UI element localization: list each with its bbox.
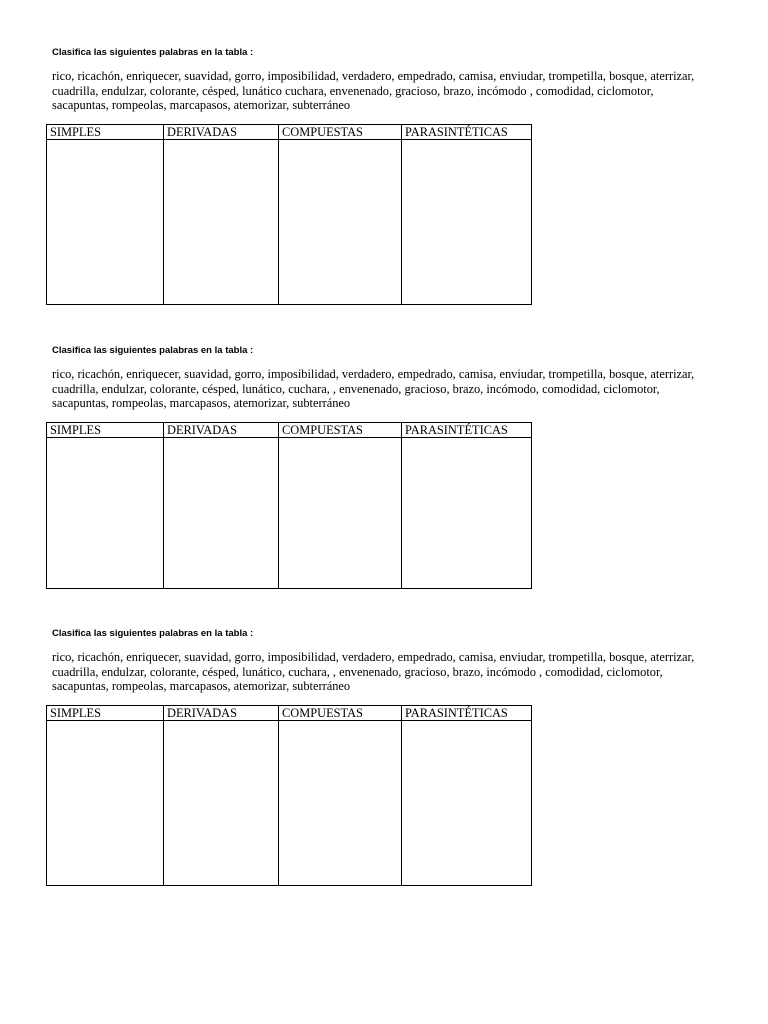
column-header-parasinteticas: PARASINTÉTICAS <box>402 706 532 721</box>
table-answer-row <box>47 140 532 305</box>
table-header-row <box>47 423 532 438</box>
column-header-simples: SIMPLES <box>47 706 164 721</box>
table-answer-row <box>47 721 532 886</box>
classification-table <box>46 705 532 886</box>
answer-cell-simples[interactable] <box>47 721 164 886</box>
answer-cell-simples[interactable] <box>47 438 164 589</box>
table-header-row <box>47 125 532 140</box>
word-list: rico, ricachón, enriquecer, suavidad, gorro, imposibilidad, verdadero, empedrado, camisa, enviudar, trompetilla, bosque, aterrizar, cuadrilla, endulzar, colorante, césped, lunático, cuchara, , envenenado, gracioso, brazo, incómodo , comodidad, ciclomotor, sacapuntas, rompeolas, marcapasos, atemorizar, subterráneo <box>52 650 695 694</box>
exercise-instruction: Clasifica las siguientes palabras en la tabla : <box>52 345 254 356</box>
answer-cell-compuestas[interactable] <box>279 721 402 886</box>
column-header-compuestas: COMPUESTAS <box>279 423 402 438</box>
answer-cell-derivadas[interactable] <box>164 438 279 589</box>
answer-cell-parasinteticas[interactable] <box>402 140 532 305</box>
word-list: rico, ricachón, enriquecer, suavidad, gorro, imposibilidad, verdadero, empedrado, camisa, enviudar, trompetilla, bosque, aterrizar, cuadrilla, endulzar, colorante, césped, lunático, cuchara, , envenenado, gracioso, brazo, incómodo, comodidad, ciclomotor, sacapuntas, rompeolas, marcapasos, atemorizar, subterráneo <box>52 367 695 411</box>
exercise-instruction: Clasifica las siguientes palabras en la tabla : <box>52 47 254 58</box>
column-header-derivadas: DERIVADAS <box>164 423 279 438</box>
answer-cell-parasinteticas[interactable] <box>402 721 532 886</box>
column-header-compuestas: COMPUESTAS <box>279 706 402 721</box>
answer-cell-compuestas[interactable] <box>279 438 402 589</box>
answer-cell-derivadas[interactable] <box>164 721 279 886</box>
column-header-derivadas: DERIVADAS <box>164 706 279 721</box>
answer-cell-simples[interactable] <box>47 140 164 305</box>
column-header-simples: SIMPLES <box>47 423 164 438</box>
table-answer-row <box>47 438 532 589</box>
word-list: rico, ricachón, enriquecer, suavidad, gorro, imposibilidad, verdadero, empedrado, camisa, enviudar, trompetilla, bosque, aterrizar, cuadrilla, endulzar, colorante, césped, lunático cuchara, envenenado, gracioso, brazo, incómodo , comodidad, ciclomotor, sacapuntas, rompeolas, marcapasos, atemorizar, subterráneo <box>52 69 695 113</box>
classification-table <box>46 124 532 305</box>
column-header-compuestas: COMPUESTAS <box>279 125 402 140</box>
column-header-simples: SIMPLES <box>47 125 164 140</box>
table-header-row <box>47 706 532 721</box>
classification-table <box>46 422 532 589</box>
column-header-parasinteticas: PARASINTÉTICAS <box>402 125 532 140</box>
answer-cell-compuestas[interactable] <box>279 140 402 305</box>
column-header-derivadas: DERIVADAS <box>164 125 279 140</box>
answer-cell-derivadas[interactable] <box>164 140 279 305</box>
answer-cell-parasinteticas[interactable] <box>402 438 532 589</box>
exercise-instruction: Clasifica las siguientes palabras en la tabla : <box>52 628 254 639</box>
column-header-parasinteticas: PARASINTÉTICAS <box>402 423 532 438</box>
